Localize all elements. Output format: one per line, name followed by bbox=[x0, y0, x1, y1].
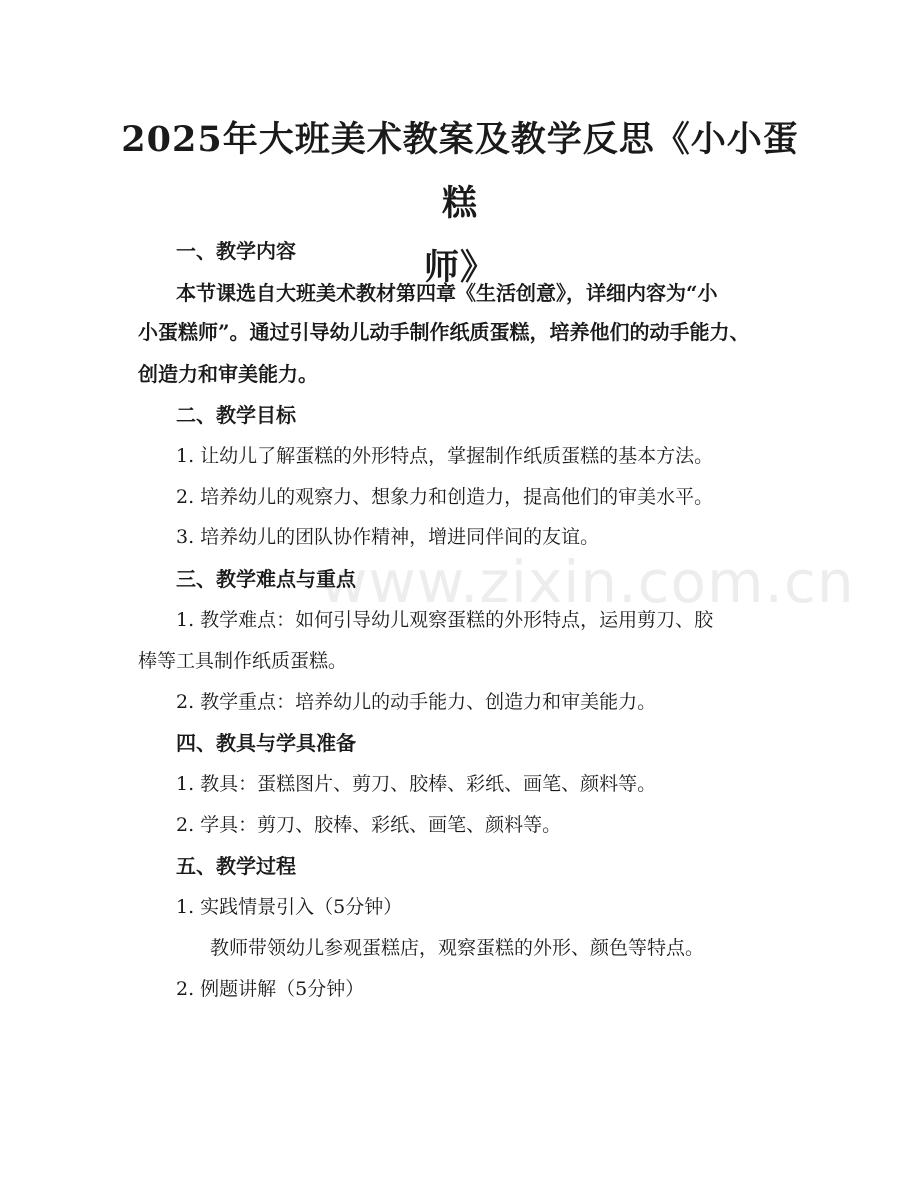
watermark: www.zixin.com.cn bbox=[320, 548, 855, 616]
materials-item-2: 2. 学具：剪刀、胶棒、彩纸、画笔、颜料等。 bbox=[176, 814, 562, 836]
section-heading-content: 一、教学内容 bbox=[176, 239, 296, 263]
process-item-1-description: 教师带领幼儿参观蛋糕店，观察蛋糕的外形、颜色等特点。 bbox=[210, 937, 705, 959]
section-heading-key-points: 三、教学难点与重点 bbox=[176, 567, 356, 591]
key-point-item-2: 2. 教学重点：培养幼儿的动手能力、创造力和审美能力。 bbox=[176, 691, 657, 713]
key-point-item-1-line-1: 1. 教学难点：如何引导幼儿观察蛋糕的外形特点，运用剪刀、胶 bbox=[176, 609, 714, 631]
title-line-1: 2025年大班美术教案及教学反思《小小蛋糕 bbox=[121, 119, 799, 224]
goal-item-3: 3. 培养幼儿的团队协作精神，增进同伴间的友谊。 bbox=[176, 526, 600, 548]
content-paragraph-line-3: 创造力和审美能力。 bbox=[138, 362, 318, 386]
content-paragraph-line-1: 本节课选自大班美术教材第四章《生活创意》，详细内容为“小 bbox=[176, 281, 718, 305]
goal-item-1: 1. 让幼儿了解蛋糕的外形特点，掌握制作纸质蛋糕的基本方法。 bbox=[176, 445, 714, 467]
section-heading-materials: 四、教具与学具准备 bbox=[176, 731, 356, 755]
process-item-2: 2. 例题讲解（5分钟） bbox=[176, 978, 365, 1000]
content-paragraph-line-2: 小蛋糕师”。通过引导幼儿动手制作纸质蛋糕，培养他们的动手能力、 bbox=[138, 320, 750, 344]
section-heading-goals: 二、教学目标 bbox=[176, 403, 296, 427]
materials-item-1: 1. 教具：蛋糕图片、剪刀、胶棒、彩纸、画笔、颜料等。 bbox=[176, 773, 657, 795]
section-heading-process: 五、教学过程 bbox=[176, 854, 296, 878]
title-line-2: 师》 bbox=[423, 247, 496, 288]
process-item-1: 1. 实践情景引入（5分钟） bbox=[176, 896, 403, 918]
key-point-item-1-line-2: 棒等工具制作纸质蛋糕。 bbox=[138, 650, 348, 672]
goal-item-2: 2. 培养幼儿的观察力、想象力和创造力，提高他们的审美水平。 bbox=[176, 486, 714, 508]
document-title bbox=[120, 108, 800, 300]
